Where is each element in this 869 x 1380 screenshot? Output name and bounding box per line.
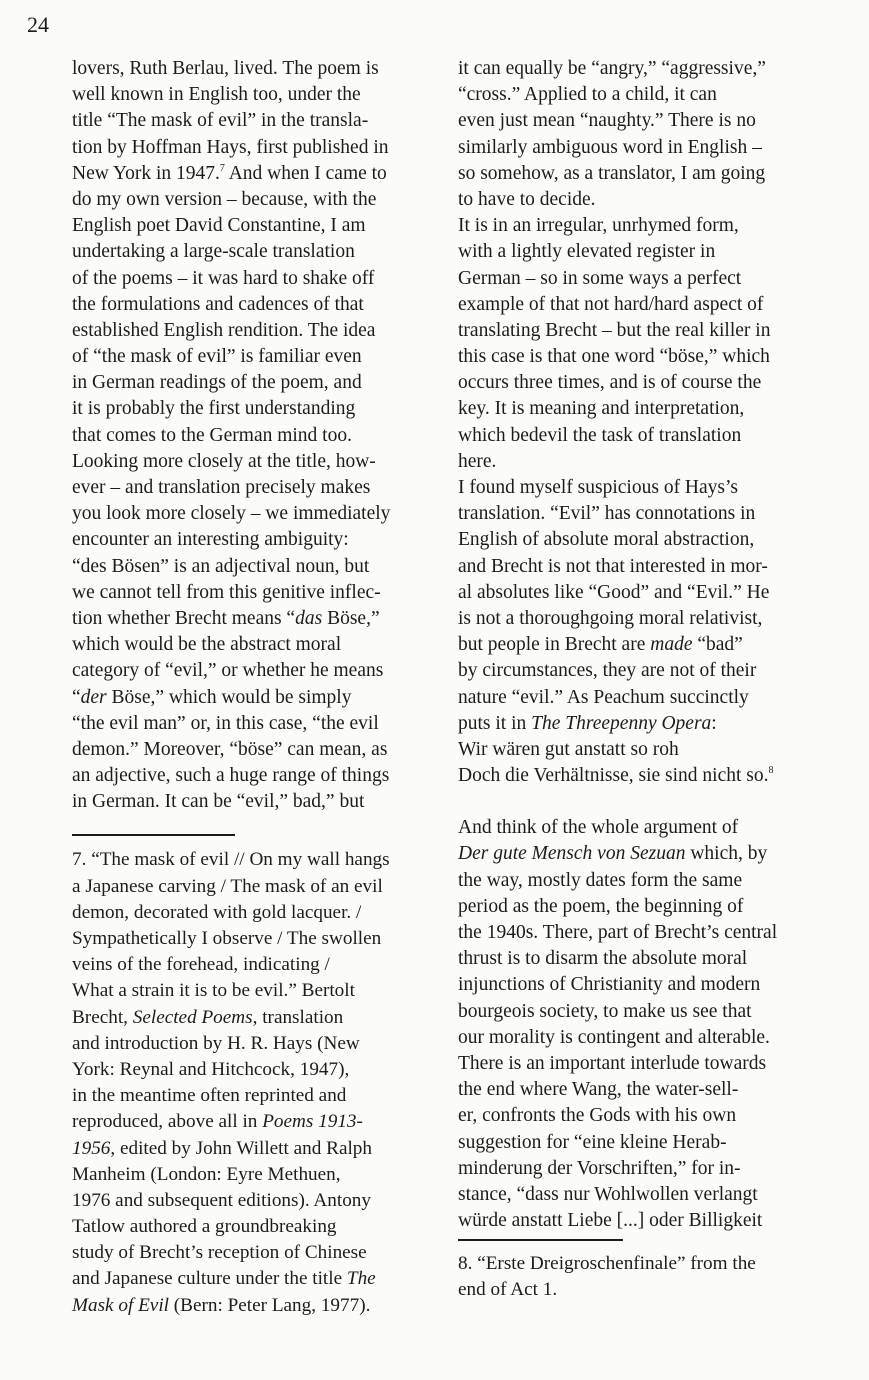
body-line: our morality is contingent and alterable. [458,1026,770,1048]
body-line: injunctions of Christianity and modern [458,974,761,996]
footnote-line: and Japanese culture under the title The [72,1268,376,1290]
footnote-divider [458,1239,623,1241]
body-line: German – so in some ways a perfect [458,267,742,289]
body-line: the end where Wang, the water-sell- [458,1079,739,1101]
body-line: is not a thoroughgoing moral relativist, [458,607,763,629]
body-line: er, confronts the Gods with his own [458,1105,737,1127]
body-line: “des Bösen” is an adjectival noun, but [72,555,370,577]
body-line: of the poems – it was hard to shake off [72,267,375,289]
body-line: to have to decide. [458,188,596,210]
body-line: New York in 1947.$^7$ And when I came to [72,162,387,184]
footnote-line: and introduction by H. R. Hays (New [72,1032,360,1054]
footnote-line: demon, decorated with gold lacquer. / [72,901,362,923]
footnote-line: 7. “The mask of evil // On my wall hangs [72,849,390,871]
body-line: English poet David Constantine, I am [72,215,366,237]
body-line: the 1940s. There, part of Brecht’s central [458,922,778,943]
body-line: lovers, Ruth Berlau, lived. The poem is [72,58,379,79]
body-line: demon.” Moreover, “böse” can mean, as [72,738,388,760]
left-column [72,56,444,1319]
body-line: tion by Hoffman Hays, first published in [72,136,389,158]
body-line: Looking more closely at the title, how- [72,450,376,472]
body-line: puts it in The Threepenny Opera: [458,712,717,734]
right-column [458,56,830,1304]
body-line: this case is that one word “böse,” which [458,346,770,368]
body-line: which would be the abstract moral [72,634,342,656]
body-line: “the evil man” or, in this case, “the evil [72,712,379,734]
body-line: “cross.” Applied to a child, it can [458,84,717,106]
body-line: “der Böse,” which would be simply [72,686,352,708]
footnote-divider [72,834,235,836]
body-line: nature “evil.” As Peachum succinctly [458,686,749,708]
body-line: the formulations and cadences of that [72,293,364,315]
body-line: undertaking a large-scale translation [72,241,355,263]
body-line: do my own version – because, with the [72,188,377,210]
body-line: al absolutes like “Good” and “Evil.” He [458,581,770,603]
body-line: Der gute Mensch von Sezuan which, by [458,843,768,865]
body-line: even just mean “naughty.” There is no [458,110,756,132]
footnote-line: Brecht, Selected Poems, translation [72,1006,344,1028]
body-line: you look more closely – we immediately [72,503,391,525]
body-line: minderung der Vorschriften,” for in- [458,1157,741,1179]
body-line: bourgeois society, to make us see that [458,1000,752,1022]
body-line: I found myself suspicious of Hays’s [458,477,739,498]
footnote-line: Mask of Evil (Bern: Peter Lang, 1977). [72,1294,371,1316]
footnote-line: Sympathetically I observe / The swollen [72,928,382,949]
footnote-line: What a strain it is to be evil.” Bertolt [72,980,355,1002]
page-number: 24 [27,12,49,37]
body-line: It is in an irregular, unrhymed form, [458,215,739,237]
body-line: it can equally be “angry,” “aggressive,” [458,58,766,79]
body-line: established English rendition. The idea [72,319,376,341]
body-line: well known in English too, under the [72,84,361,106]
footnote-ref-8: 8 [768,765,774,777]
footnote-line: a Japanese carving / The mask of an evil [72,875,383,897]
verse-line: Wir wären gut anstatt so roh [458,738,679,760]
body-line: we cannot tell from this genitive inflec- [72,581,381,603]
footnote-line: Manheim (London: Eyre Methuen, [72,1163,341,1185]
footnote-line: 8. “Erste Dreigroschenfinale” from the [458,1253,756,1275]
paragraph-gap [458,789,830,815]
body-line: with a lightly elevated register in [458,241,716,263]
footnote-line: in the meantime often reprinted and [72,1085,347,1107]
body-line: but people in Brecht are made “bad” [458,634,743,656]
footnote-line: end of Act 1. [458,1279,558,1301]
body-line: key. It is meaning and interpretation, [458,398,745,420]
body-line: tion whether Brecht means “das Böse,” [72,607,380,629]
body-line: stance, “dass nur Wohlwollen verlangt [458,1183,758,1205]
body-line: ever – and translation precisely makes [72,477,371,498]
body-line: that comes to the German mind too. [72,424,352,446]
footnote-line: York: Reynal and Hitchcock, 1947), [72,1058,350,1080]
body-line: the way, mostly dates form the same [458,869,743,891]
verse-line: Doch die Verhältnisse, sie sind nicht so.$^8$ [458,765,774,787]
body-line: similarly ambiguous word in English – [458,136,762,158]
body-line: occurs three times, and is of course the [458,372,762,394]
footnote-line: 1956, edited by John Willett and Ralph [72,1137,372,1159]
body-line: translation. “Evil” has connotations in [458,503,756,525]
body-line: category of “evil,” or whether he means [72,660,384,682]
body-line: period as the poem, the beginning of [458,895,744,917]
body-line: würde anstatt Liebe [...] oder Billigkeit [458,1210,763,1232]
footnote-line: 1976 and subsequent editions). Antony [72,1189,371,1211]
body-line: so somehow, as a translator, I am going [458,162,766,184]
body-line: example of that not hard/hard aspect of [458,293,764,315]
body-line: of “the mask of evil” is familiar even [72,346,362,368]
body-line: here. [458,450,497,472]
body-line: suggestion for “eine kleine Herab- [458,1131,727,1153]
footnote-7 [72,847,444,1318]
body-line: and Brecht is not that interested in mor- [458,555,768,577]
body-line: And think of the whole argument of [458,817,739,839]
body-line: There is an important interlude towards [458,1052,767,1074]
body-line: by circumstances, they are not of their [458,660,757,682]
body-line: title “The mask of evil” in the transla- [72,110,369,132]
body-line: encounter an interesting ambiguity: [72,529,349,551]
footnote-line: reproduced, above all in Poems 1913- [72,1111,363,1133]
body-line: in German. It can be “evil,” bad,” but [72,791,365,813]
body-line: which bedevil the task of translation [458,424,742,446]
footnote-8 [458,1251,830,1303]
body-line: thrust is to disarm the absolute moral [458,948,748,970]
footnote-line: study of Brecht’s reception of Chinese [72,1242,367,1264]
body-line: translating Brecht – but the real killer in [458,319,771,341]
body-line: it is probably the first understanding [72,398,356,420]
footnote-line: Tatlow authored a groundbreaking [72,1216,337,1238]
footnote-ref-7: 7 [219,162,225,174]
body-line: English of absolute moral abstraction, [458,529,755,551]
footnote-line: veins of the forehead, indicating / [72,954,330,976]
body-line: in German readings of the poem, and [72,372,362,394]
body-line: an adjective, such a huge range of things [72,765,390,787]
